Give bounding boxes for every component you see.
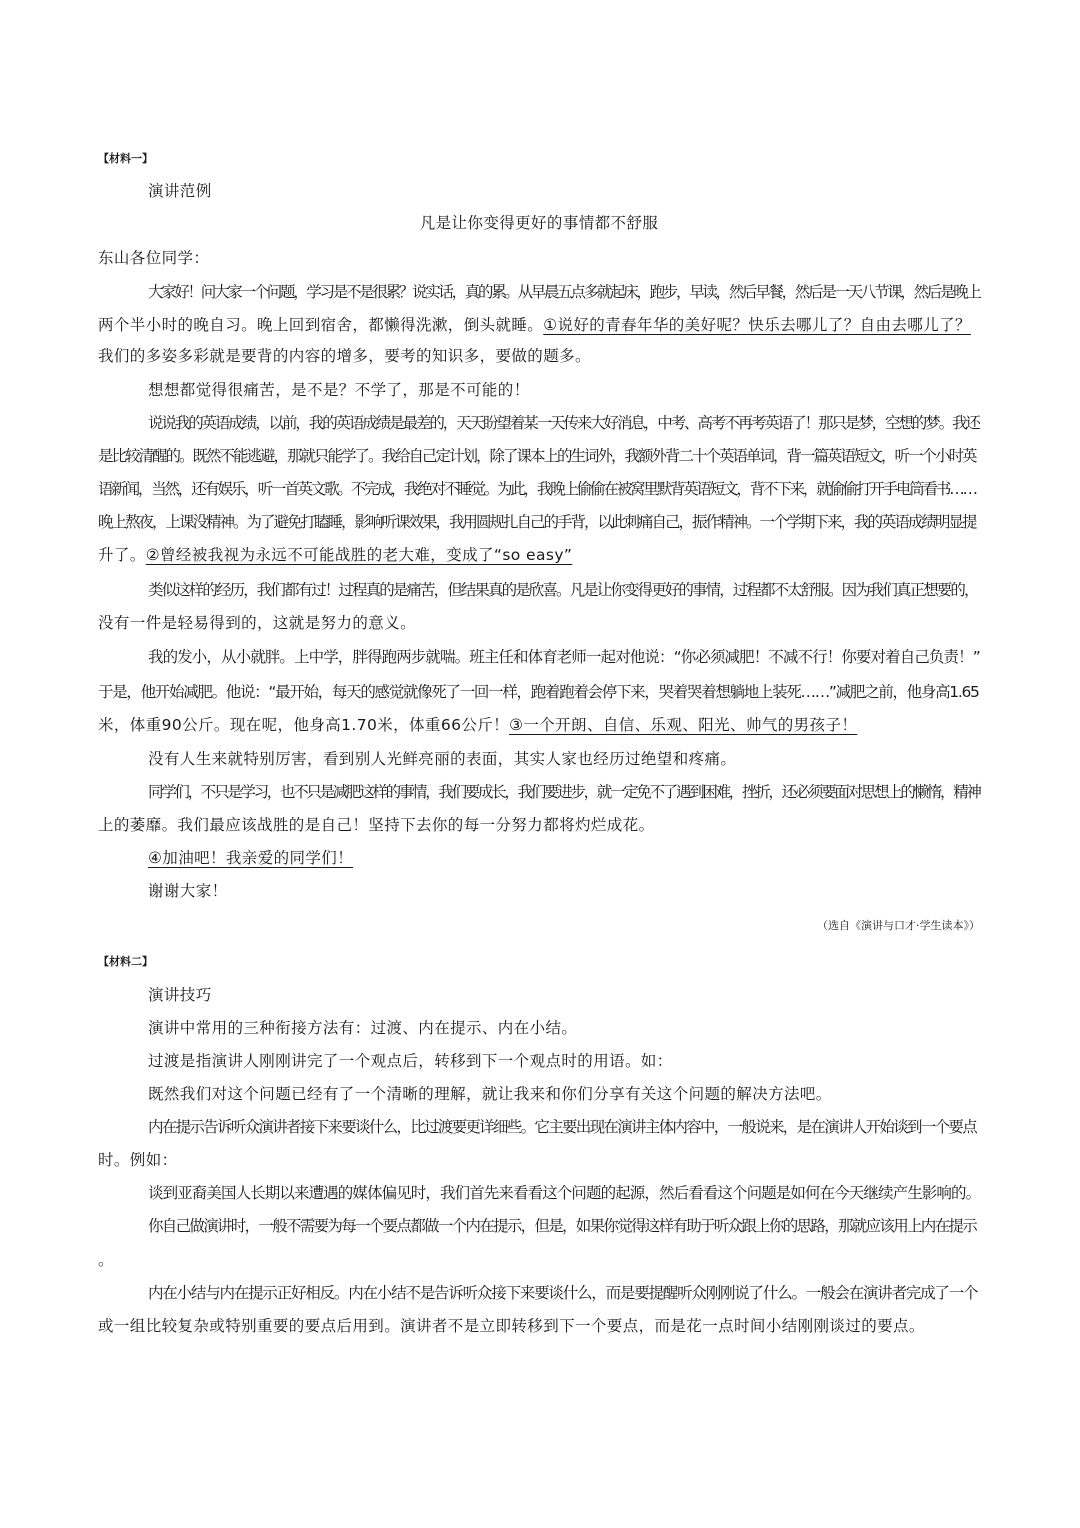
material2-heading: 演讲技巧	[148, 986, 212, 1004]
material2-tag: 【材料二】	[98, 955, 153, 968]
m2-p6-line2: 。	[98, 1251, 114, 1269]
underlined-sentence-2: ②曾经被我视为永远不可能战胜的老大难，变成了“so easy”	[145, 546, 573, 564]
p3-line3: 语新闻，当然，还有娱乐，听一首英文歌。不完成，我绝对不睡觉。为此，我晚上偷偷在被窝里默背英语短文，背不下来，就偷偷打开手电筒看书……	[98, 480, 976, 498]
m2-p3: 既然我们对这个问题已经有了一个清晰的理解，就让我来和你们分享有关这个问题的解决方法吧。	[148, 1085, 832, 1103]
m2-p1: 演讲中常用的三种衔接方法有：过渡、内在提示、内在小结。	[148, 1019, 578, 1037]
speech-title: 凡是让你变得更好的事情都不舒服	[419, 214, 659, 232]
p5-line1: 我的发小，从小就胖。上中学，胖得跑两步就喘。班主任和体育老师一起对他说：“你必须减肥！不减不行！你要对着自己负责！”	[148, 648, 980, 666]
p5-line3	[98, 715, 857, 735]
material1-tag: 【材料一】	[98, 152, 153, 165]
underlined-sentence-1: ①说好的青春年华的美好呢？快乐去哪儿了？自由去哪儿了？	[543, 316, 971, 334]
p3-line5-text: 升了。	[98, 546, 146, 564]
greeting: 东山各位同学：	[98, 249, 210, 267]
m2-p7-line2: 或一组比较复杂或特别重要的要点后用到。演讲者不是立即转移到下一个要点，而是花一点时间小结刚刚谈过的要点。	[98, 1317, 925, 1335]
p3-line5	[98, 545, 572, 565]
p5-line2: 于是，他开始减肥。他说：“最开始，每天的感觉就像死了一回一样，跑着跑着会停下来，哭着哭着想躺地上装死……”减肥之前，他身高1.65	[98, 683, 979, 701]
m2-p6-line1: 你自己做演讲时，一般不需要为每一个要点都做一个内在提示，但是，如果你觉得这样有助于听众跟上你的思路，那就应该用上内在提示	[148, 1217, 977, 1235]
p3-line1: 说说我的英语成绩，以前，我的英语成绩是最差的，天天盼望着某一天传来大好消息，中考、高考不再考英语了！那只是梦，空想的梦。我还	[148, 414, 979, 432]
p2: 想想都觉得很痛苦，是不是？不学了，那是不可能的！	[148, 381, 530, 399]
m2-p2: 过渡是指演讲人刚刚讲完了一个观点后，转移到下一个观点时的用语。如：	[148, 1052, 673, 1070]
underlined-sentence-4: ④加油吧！我亲爱的同学们！	[148, 849, 354, 867]
p3-line2: 是比较清醒的。既然不能逃避，那就只能学了。我给自己定计划，除了课本上的生词外，我额外背二十个英语单词，背一篇英语短文，听一个小时英	[98, 447, 976, 465]
p1-line2	[98, 315, 971, 335]
p1-line3: 我们的多姿多彩就是要背的内容的增多，要考的知识多，要做的题多。	[98, 347, 591, 365]
p6: 没有人生来就特别厉害，看到别人光鲜亮丽的表面，其实人家也经历过绝望和疼痛。	[148, 750, 737, 768]
m2-p7-line1: 内在小结与内在提示正好相反。内在小结不是告诉听众接下来要谈什么，而是要提醒听众刚刚说了什么。一般会在演讲者完成了一个	[148, 1284, 978, 1302]
material1-heading: 演讲范例	[148, 182, 212, 200]
p9: 谢谢大家！	[148, 882, 228, 900]
p3-line4: 晚上熬夜，上课没精神。为了避免打瞌睡，影响听课效果，我用圆规扎自己的手背，以此刺痛自己，振作精神。一个学期下来，我的英语成绩明显提	[98, 513, 976, 531]
p7-line2: 上的萎靡。我们最应该战胜的是自己！坚持下去你的每一分努力都将灼烂成花。	[98, 816, 655, 834]
m2-p5: 谈到亚裔美国人长期以来遭遇的媒体偏见时，我们首先来看看这个问题的起源，然后看看这个问题是如何在今天继续产生影响的。	[148, 1184, 981, 1202]
m2-p4-line1: 内在提示告诉听众演讲者接下来要谈什么，比过渡要更详细些。它主要出现在演讲主体内容中，一般说来，是在演讲人开始谈到一个要点	[148, 1118, 977, 1136]
p4-line1: 类似这样的经历，我们都有过！过程真的是痛苦，但结果真的是欣喜。凡是让你变得更好的事情，过程都不太舒服。因为我们真正想要的，	[148, 581, 978, 599]
m2-p4-line2: 时。例如：	[98, 1151, 178, 1169]
p7-line1: 同学们，不只是学习，也不只是减肥这样的事情，我们要成长，我们要进步，就一定免不了遇到困难，挫折，还必须要面对思想上的懒惰，精神	[148, 783, 980, 801]
source-citation: （选自《演讲与口才·学生读本》）	[817, 919, 980, 932]
p5-line3-text: 米，体重90公斤。现在呢，他身高1.70米，体重66公斤！	[98, 716, 510, 734]
p1-line1: 大家好！问大家一个问题，学习是不是很累？说实话，真的累。从早晨五点多就起床，跑步，早读，然后早餐，然后是一天八节课，然后是晚上	[148, 283, 980, 301]
p1-line2-text: 两个半小时的晚自习。晚上回到宿舍，都懒得洗漱，倒头就睡。	[98, 316, 544, 334]
underlined-sentence-3: ③一个开朗、自信、乐观、阳光、帅气的男孩子！	[509, 716, 858, 734]
p4-line2: 没有一件是轻易得到的，这就是努力的意义。	[98, 614, 417, 632]
p8	[148, 848, 353, 868]
